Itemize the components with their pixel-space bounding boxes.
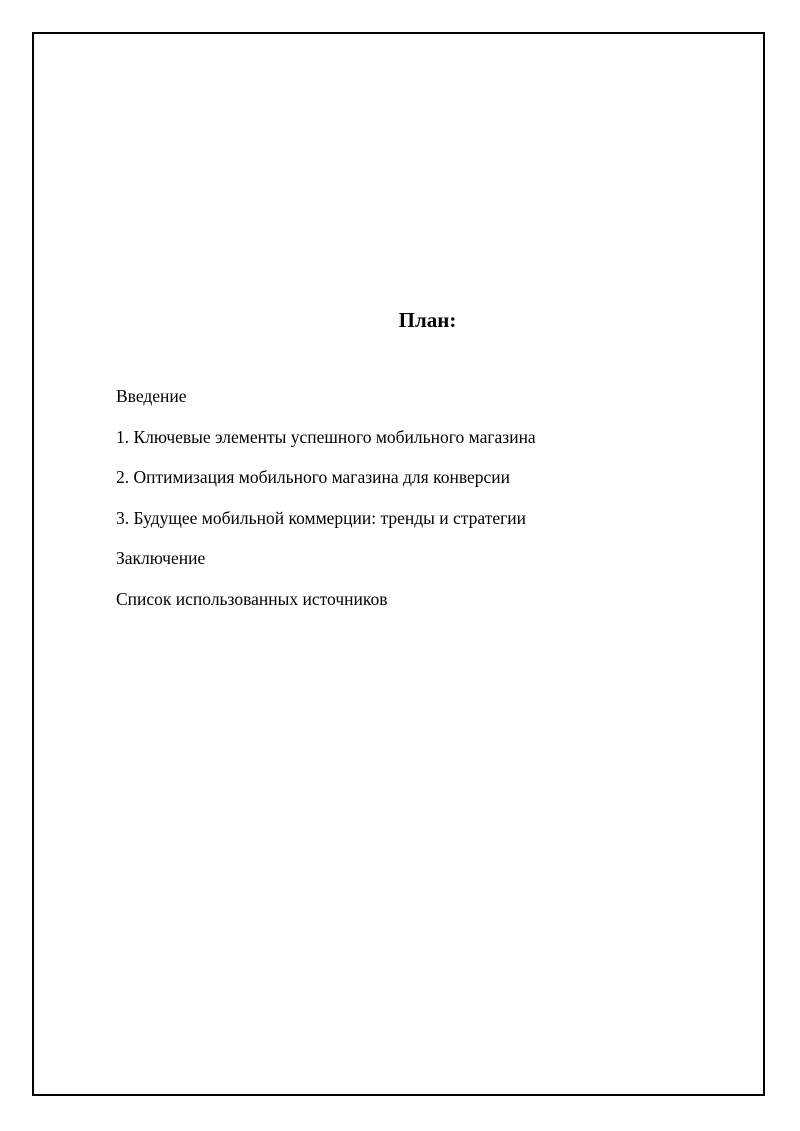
toc-item-introduction: Введение [116,386,187,406]
toc-item-chapter-1: 1. Ключевые элементы успешного мобильного магазина [116,426,536,447]
toc-item-conclusion: Заключение [116,548,206,568]
page-frame [32,32,765,1096]
table-of-contents [116,383,536,626]
toc-item-references: Список использованных источников [116,588,388,609]
toc-item-chapter-3: 3. Будущее мобильной коммерции: тренды и стратегии [116,507,527,528]
page-title: План: [398,308,457,332]
toc-item-chapter-2: 2. Оптимизация мобильного магазина для конверсии [116,467,510,487]
